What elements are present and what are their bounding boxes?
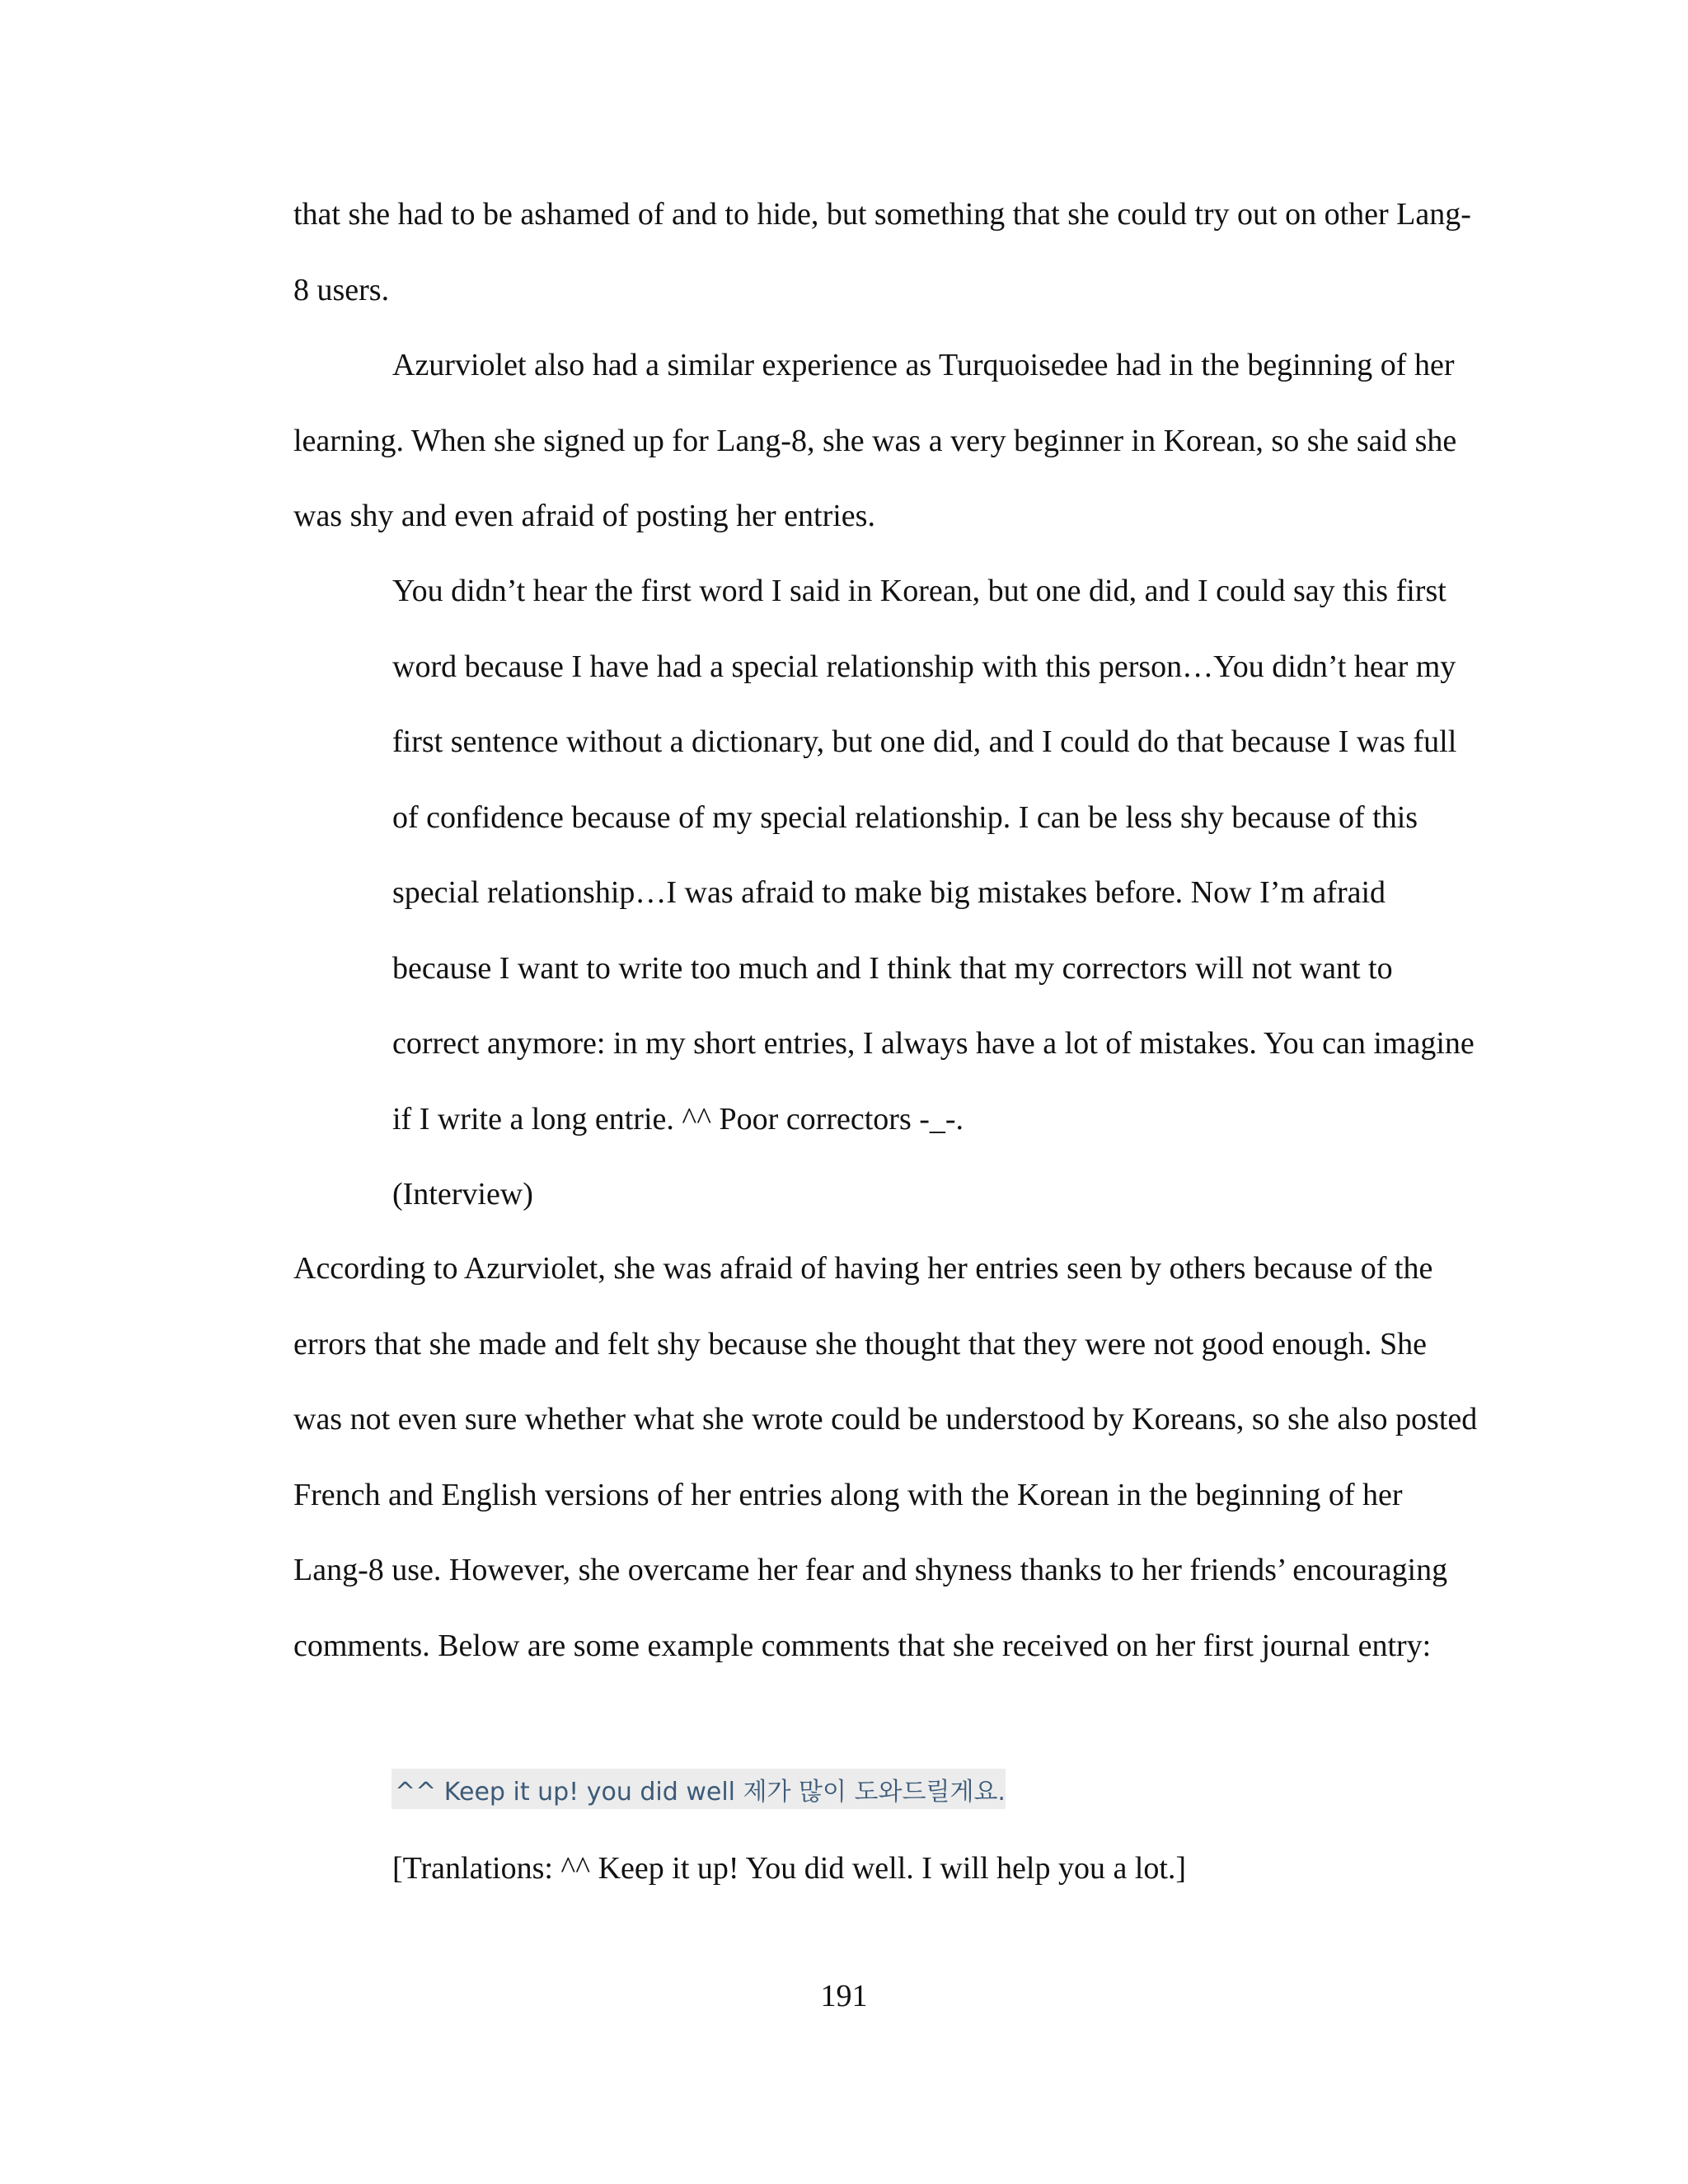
paragraph-azurviolet-intro: Azurviolet also had a similar experience as Turquoisedee had in the beginning of her learning. When she signed up for Lang-8, she was a very beginner in Korean, so she said she was shy and even afraid of posting her entries. [293,348,1457,533]
quote-text: You didn’t hear the first word I said in Korean, but one did, and I could say this first word because I have had a special relationship with this person…You didn’t hear my first sentence without a dictionary, but one did, and I could do that because I was full of confidence because of my special relationship. I can be less shy because of this special relationship…I was afraid to make big mistakes before. Now I’m afraid because I want to write too much and I think that my correctors will not want to correct anymore: in my short entries, I always have a lot of mistakes. You can imagine if I write a long entrie. ^^ Poor correctors -_-. [392,574,1475,1137]
translation-text: [Tranlations: ^^ Keep it up! You did well. I will help you a lot.] [392,1851,1187,1886]
paragraph-analysis: According to Azurviolet, she was afraid of having her entries seen by others because of the errors that she made and felt shy because she thought that they were not good enough. She was not even sure whether what she wrote could be understood by Koreans, so she also posted French and English versions of her entries along with the Korean in the beginning of her Lang-8 use. However, she overcame her fear and shyness thanks to her friends’ encouraging comments. Below are some example comments that she received on her first journal entry: [293,1251,1478,1663]
page-number: 191 [820,1979,868,2013]
comment-text: ^^ Keep it up! you did well 제가 많이 도와드릴게요. [395,1777,1006,1807]
comment-screenshot [392,1769,1006,1809]
paragraph-continuation: that she had to be ashamed of and to hide, but something that she could try out on other Lang-8 users. [293,197,1471,307]
quote-source: (Interview) [392,1177,533,1212]
block-quote [392,554,1480,1233]
